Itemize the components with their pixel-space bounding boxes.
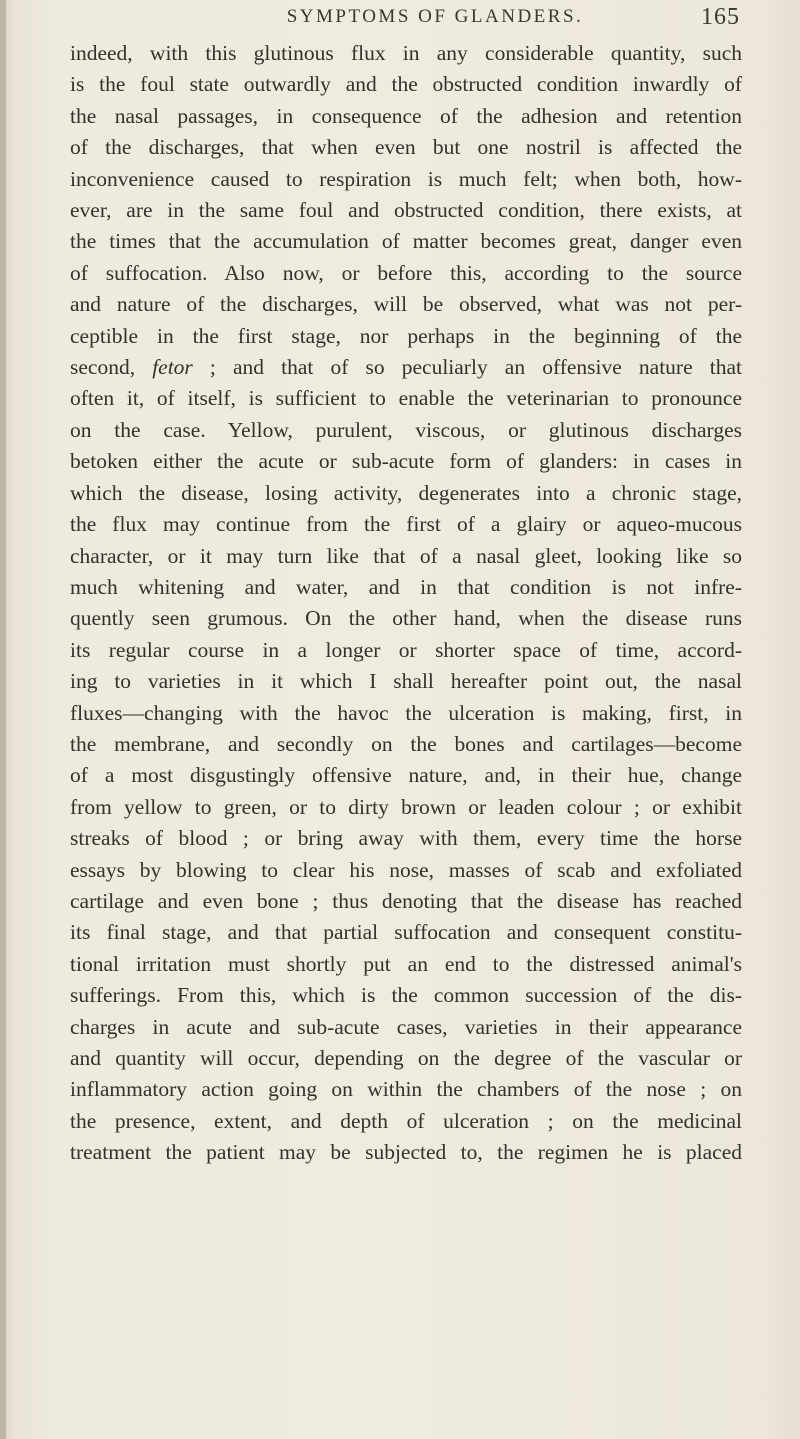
text-line: on the case. Yellow, purulent, viscous, or glutinous discharges [70,417,742,442]
text-line: charges in acute and sub-acute cases, varieties in their appearance [70,1014,742,1039]
text-line: fluxes—changing with the havoc the ulceration is making, first, in [70,700,742,725]
text-line: which the disease, losing activity, degenerates into a chronic stage, [70,480,742,505]
text-line: character, or it may turn like that of a nasal gleet, looking like so [70,543,742,568]
page-number: 165 [701,4,740,30]
text-line: of the discharges, that when even but one nostril is affected the [70,135,742,160]
running-head: SYMPTOMS OF GLANDERS. [286,6,584,27]
text-line: is the foul state outwardly and the obstructed condition inwardly of [70,72,742,97]
page-gutter [0,0,6,1439]
text-line: of suffocation. Also now, or before this, according to the source [70,260,742,285]
text-line: and quantity will occur, depending on the degree of the vascular or [70,1046,742,1070]
text-line: of a most disgustingly offensive nature, and, in their hue, change [70,763,742,788]
text-line: its final stage, and that partial suffocation and consequent constitu- [70,920,742,945]
text-line: indeed, with this glutinous flux in any considerable quantity, such [70,41,742,65]
text-line: second, fetor ; and that of so peculiarly an offensive nature that [70,355,742,380]
text-line: sufferings. From this, which is the common succession of the dis- [70,983,742,1008]
body-text [70,38,742,1169]
text-line: from yellow to green, or to dirty brown or leaden colour ; or exhibit [70,794,742,819]
page-header [220,6,740,36]
text-line: the nasal passages, in consequence of the adhesion and retention [70,103,742,128]
text-line: the flux may continue from the first of a glairy or aqueo-mucous [70,512,742,537]
text-line: streaks of blood ; or bring away with them, every time the horse [70,826,742,851]
text-line: inflammatory action going on within the chambers of the nose ; on [70,1077,742,1102]
text-line: the membrane, and secondly on the bones and cartilages—become [70,731,742,756]
text-line: inconvenience caused to respiration is much felt; when both, how- [70,166,742,191]
text-line: ever, are in the same foul and obstructed condition, there exists, at [70,198,742,223]
text-line: betoken either the acute or sub-acute form of glanders: in cases in [70,449,742,474]
text-line: much whitening and water, and in that condition is not infre- [70,574,742,599]
text-line: tional irritation must shortly put an end to the distressed animal's [70,951,742,976]
text-line: essays by blowing to clear his nose, masses of scab and exfoliated [70,857,742,882]
text-line: and nature of the discharges, will be observed, what was not per- [70,292,742,317]
text-line: treatment the patient may be subjected to, the regimen he is placed [70,1140,742,1165]
text-line: ceptible in the first stage, nor perhaps in the beginning of the [70,323,742,348]
text-line: ing to varieties in it which I shall hereafter point out, the nasal [70,669,742,694]
text-line: cartilage and even bone ; thus denoting that the disease has reached [70,888,742,913]
text-line: quently seen grumous. On the other hand, when the disease runs [70,606,742,631]
text-line: the times that the accumulation of matter becomes great, danger even [70,229,742,254]
text-line: its regular course in a longer or shorter space of time, accord- [70,637,742,662]
text-line: often it, of itself, is sufficient to enable the veterinarian to pronounce [70,386,742,411]
text-line: the presence, extent, and depth of ulceration ; on the medicinal [70,1108,742,1133]
